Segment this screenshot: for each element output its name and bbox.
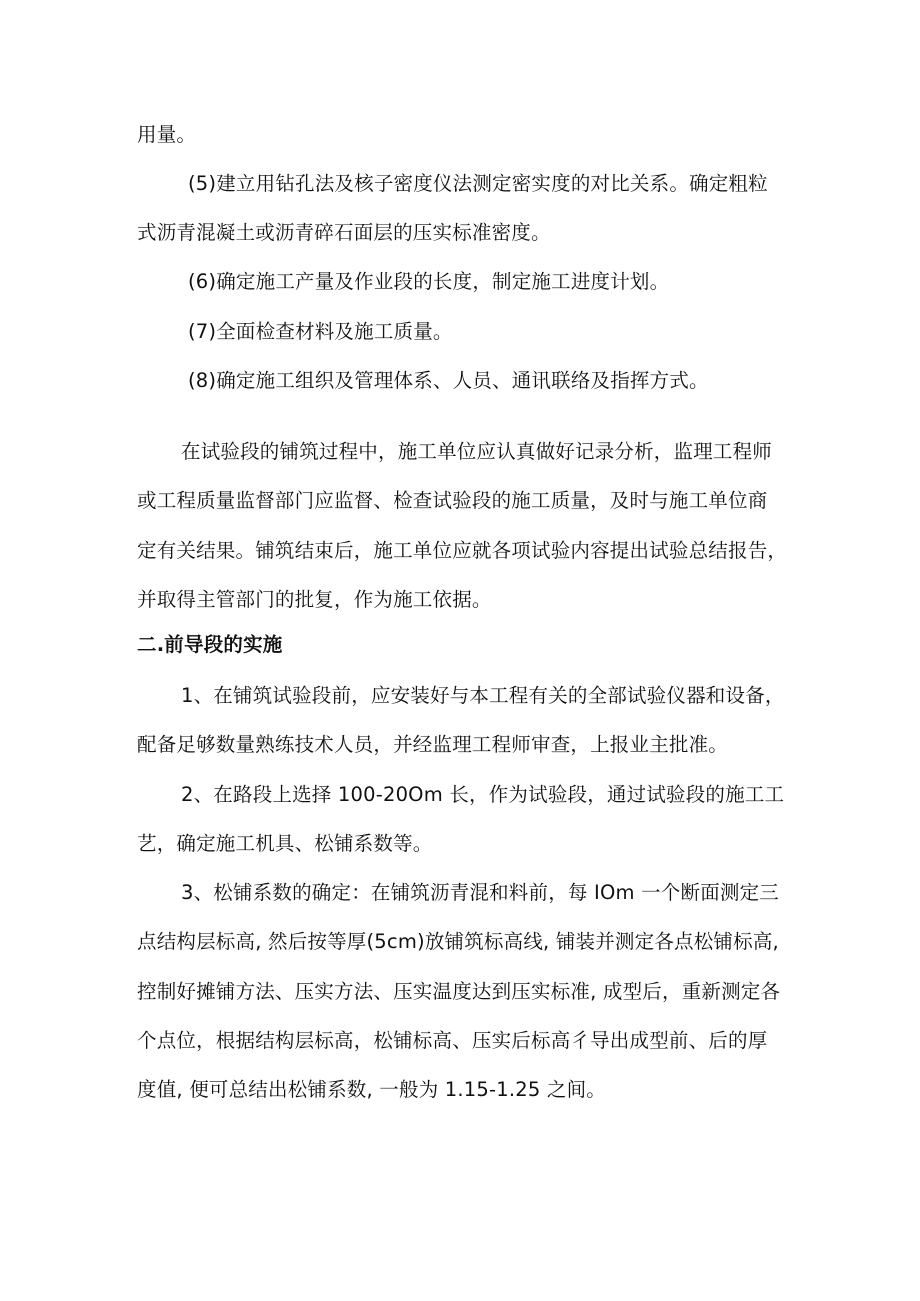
text-line: 配备足够数量熟练技术人员，并经监理工程师审查，上报业主批准。 bbox=[137, 733, 729, 756]
text-line: 艺，确定施工机具、松铺系数等。 bbox=[137, 832, 433, 855]
text-line: (7)全面检查材料及施工质量。 bbox=[188, 320, 453, 343]
text-line: 在试验段的铺筑过程中，施工单位应认真做好记录分析，监理工程师 bbox=[181, 440, 773, 463]
text-line: 式沥青混凝土或沥青碎石面层的压实标准密度。 bbox=[137, 221, 551, 244]
text-line: 并取得主管部门的批复，作为施工依据。 bbox=[137, 588, 492, 611]
text-line: 控制好摊铺方法、压实方法、压实温度达到压实标准, 成型后，重新测定各 bbox=[137, 980, 781, 1003]
text-line: 定有关结果。铺筑结束后，施工单位应就各项试验内容提出试验总结报告， bbox=[137, 539, 788, 562]
text-line: (8)确定施工组织及管理体系、人员、通讯联络及指挥方式。 bbox=[188, 369, 709, 392]
text-line: (6)确定施工产量及作业段的长度，制定施工进度计划。 bbox=[188, 270, 670, 293]
text-line: (5)建立用钻孔法及核子密度仪法测定密实度的对比关系。确定粗粒 bbox=[188, 172, 768, 195]
text-line: 或工程质量监督部门应监督、检查试验段的施工质量，及时与施工单位商 bbox=[137, 489, 768, 512]
text-line: 2、在路段上选择 100-20Om 长，作为试验段，通过试验段的施工工 bbox=[181, 783, 785, 806]
text-line: 度值, 便可总结出松铺系数, 一般为 1.15-1.25 之间。 bbox=[137, 1078, 606, 1101]
text-line: 3、松铺系数的确定：在铺筑沥青混和料前，每 IOm 一个断面测定三 bbox=[181, 881, 779, 904]
text-line: 点结构层标高, 然后按等厚(5cm)放铺筑标高线, 铺装并测定各点松铺标高, bbox=[137, 930, 779, 953]
text-line: 用量。 bbox=[137, 123, 197, 146]
text-line: 个点位，根据结构层标高，松铺标高、压实后标高彳导出成型前、后的厚 bbox=[137, 1029, 768, 1052]
text-line: 1、在铺筑试验段前，应安装好与本工程有关的全部试验仪器和设备， bbox=[181, 684, 785, 707]
section-heading: 二.前导段的实施 bbox=[137, 633, 283, 656]
